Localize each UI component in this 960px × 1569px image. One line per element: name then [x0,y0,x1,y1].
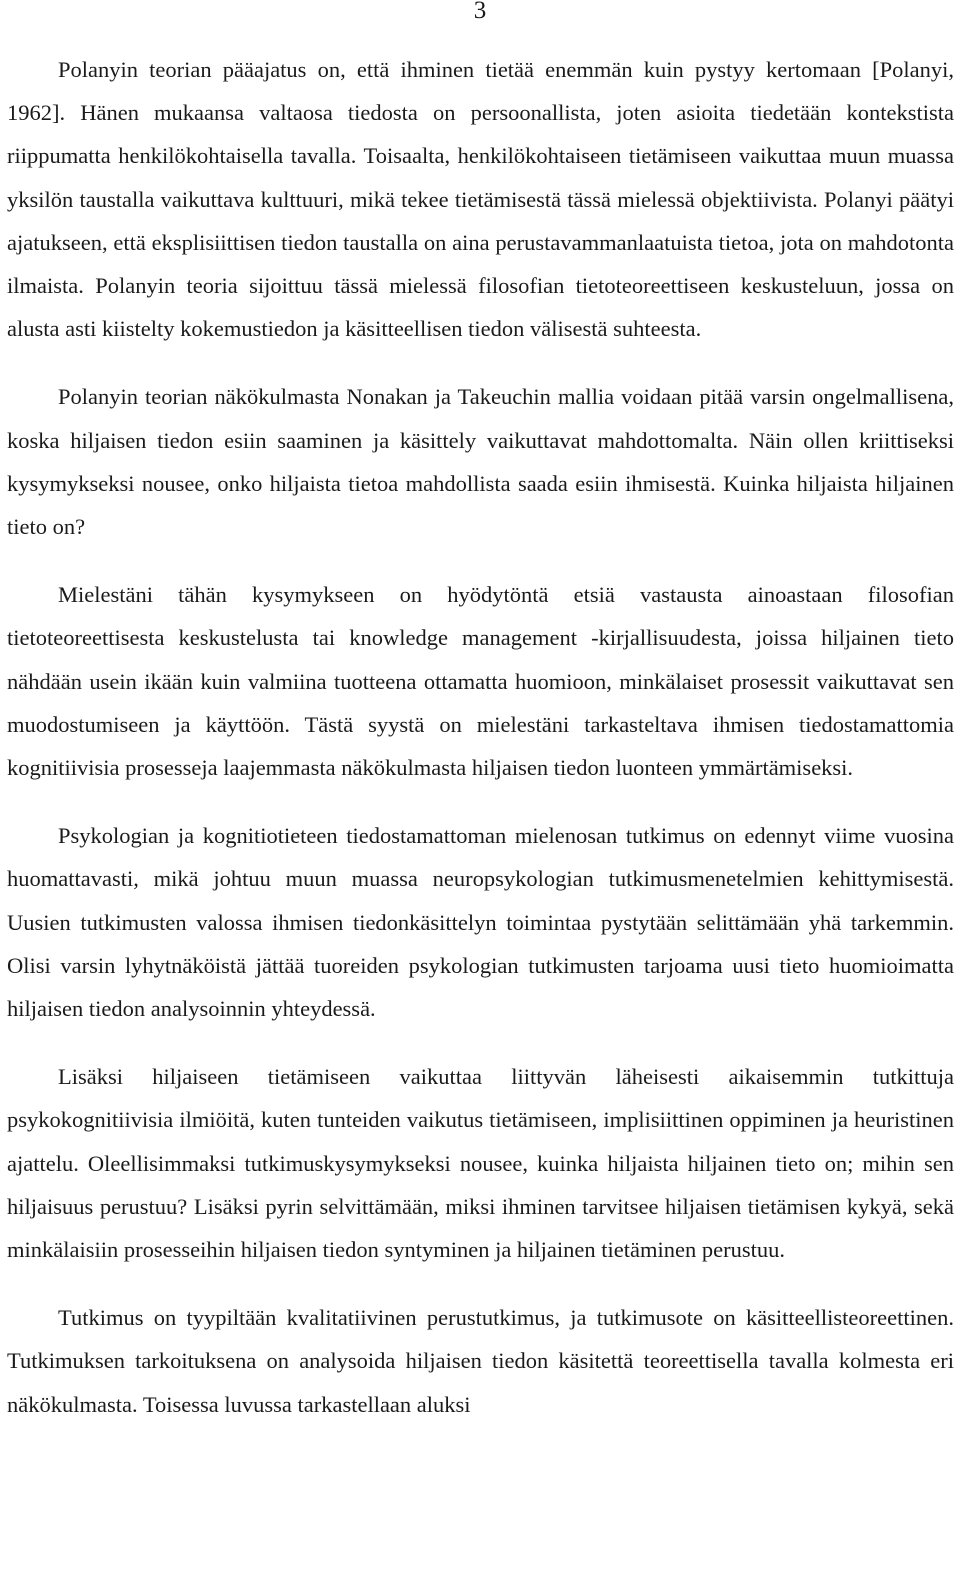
page-number: 3 [473,0,487,24]
paragraph-research-questions: Lisäksi hiljaiseen tietämiseen vaikuttaa liittyvän läheisesti aikaisemmin tutkittuja psykokognitiivisia ilmiöitä, kuten tunteiden vaikutus tietämiseen, implisiittinen oppiminen ja heuristinen ajattelu. Oleellisimmaksi tutkimuskysymykseksi nousee, kuinka hiljaista hiljainen tieto on; mihin sen hiljaisuus perustuu? Lisäksi pyrin selvittämään, miksi ihminen tarvitsee hiljaisen tietämisen kykyä, sekä minkälaisiin prosesseihin hiljaisen tiedon syntyminen ja hiljainen tietäminen perustuu. [7,1064,954,1263]
document-body [7,48,954,1426]
paragraph-research-perspective: Mielestäni tähän kysymykseen on hyödytöntä etsiä vastausta ainoastaan filosofian tietoteoreettisesta keskustelusta tai knowledge management -kirjallisuudesta, joissa hiljainen tieto nähdään usein ikään kuin valmiina tuotteena ottamatta huomioon, minkälaiset prosessit vaikuttavat sen muodostumiseen ja käyttöön. Tästä syystä on mielestäni tarkasteltava ihmisen tiedostamattomia kognitiivisia prosesseja laajemmasta näkökulmasta hiljaisen tiedon luonteen ymmärtämiseksi. [7,582,954,781]
paragraph-psychology-research: Psykologian ja kognitiotieteen tiedostamattoman mielenosan tutkimus on edennyt viime vuosina huomattavasti, mikä johtuu muun muassa neuropsykologian tutkimusmenetelmien kehittymisestä. Uusien tutkimusten valossa ihmisen tiedonkäsittelyn toimintaa pystytään selittämään yhä tarkemmin. Olisi varsin lyhytnäköistä jättää tuoreiden psykologian tutkimusten tarjoama uusi tieto huomioimatta hiljaisen tiedon analysoinnin yhteydessä. [7,823,954,1022]
paragraph-polanyi-theory: Polanyin teorian pääajatus on, että ihminen tietää enemmän kuin pystyy kertomaan [Polanyi, 1962]. Hänen mukaansa valtaosa tiedosta on persoonallista, joten asioita tiedetään kontekstista riippumatta henkilökohtaisella tavalla. Toisaalta, henkilökohtaiseen tietämiseen vaikuttaa muun muassa yksilön taustalla vaikuttava kulttuuri, mikä tekee tietämisestä tässä mielessä objektiivista. Polanyi päätyi ajatukseen, että eksplisiittisen tiedon taustalla on aina perustavammanlaatuista tietoa, jota on mahdotonta ilmaista. Polanyin teoria sijoittuu tässä mielessä filosofian tietoteoreettiseen keskusteluun, jossa on alusta asti kiistelty kokemustiedon ja käsitteellisen tiedon välisestä suhteesta. [7,57,954,342]
paragraph-research-method: Tutkimus on tyypiltään kvalitatiivinen perustutkimus, ja tutkimusote on käsitteellisteoreettinen. Tutkimuksen tarkoituksena on analysoida hiljaisen tiedon käsitettä teoreettisella tavalla kolmesta eri näkökulmasta. Toisessa luvussa tarkastellaan aluksi [7,1305,954,1417]
paragraph-nonaka-takeuchi: Polanyin teorian näkökulmasta Nonakan ja Takeuchin mallia voidaan pitää varsin ongelmallisena, koska hiljaisen tiedon esiin saaminen ja käsittely vaikuttavat mahdottomalta. Näin ollen kriittiseksi kysymykseksi nousee, onko hiljaista tietoa mahdollista saada esiin ihmisestä. Kuinka hiljaista hiljainen tieto on? [7,384,954,540]
